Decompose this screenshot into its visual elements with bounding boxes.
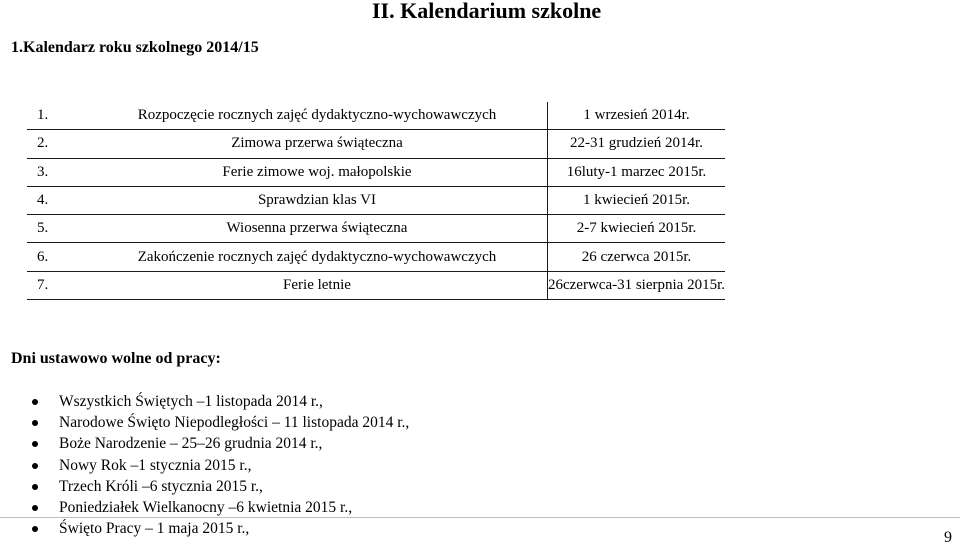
event-number: 4. — [27, 186, 87, 214]
event-date: 1 wrzesień 2014r. — [547, 102, 725, 130]
event-date: 1 kwiecień 2015r. — [547, 186, 725, 214]
table-row — [27, 130, 725, 158]
table-row — [27, 158, 725, 186]
list-item — [32, 391, 409, 412]
bullet-icon — [32, 463, 38, 469]
holiday-text: Trzech Króli –6 stycznia 2015 r., — [59, 477, 263, 495]
event-date: 2-7 kwiecień 2015r. — [547, 215, 725, 243]
holiday-text: Narodowe Święto Niepodległości – 11 listopada 2014 r., — [59, 414, 410, 432]
holiday-text: Boże Narodzenie – 25–26 grudnia 2014 r., — [59, 435, 323, 453]
bullet-icon — [32, 441, 38, 447]
event-name: Ferie zimowe woj. małopolskie — [87, 158, 548, 186]
event-number: 6. — [27, 243, 87, 271]
event-number: 3. — [27, 158, 87, 186]
table-row — [27, 271, 725, 299]
list-item — [32, 412, 409, 433]
event-number: 1. — [27, 102, 87, 130]
event-date: 26czerwca-31 sierpnia 2015r. — [547, 271, 725, 299]
event-number: 5. — [27, 215, 87, 243]
bullet-icon — [32, 420, 38, 426]
bullet-icon — [32, 526, 38, 532]
event-date: 26 czerwca 2015r. — [547, 243, 725, 271]
holiday-text: Poniedziałek Wielkanocny –6 kwietnia 2015 r., — [59, 498, 353, 516]
events-table — [27, 102, 725, 300]
page-number: 9 — [944, 529, 952, 546]
event-name: Wiosenna przerwa świąteczna — [87, 215, 548, 243]
table-row — [27, 215, 725, 243]
event-number: 7. — [27, 271, 87, 299]
section-title: II. Kalendarium szkolne — [372, 0, 602, 23]
event-name: Ferie letnie — [87, 271, 548, 299]
event-name: Rozpoczęcie rocznych zajęć dydaktyczno-wychowawczych — [87, 102, 548, 130]
event-number: 2. — [27, 130, 87, 158]
calendar-title: 1.Kalendarz roku szkolnego 2014/15 — [11, 39, 259, 56]
days-off-title: Dni ustawowo wolne od pracy: — [11, 350, 221, 367]
list-item — [32, 433, 409, 454]
event-date: 16luty-1 marzec 2015r. — [547, 158, 725, 186]
list-item — [32, 476, 409, 497]
event-date: 22-31 grudzień 2014r. — [547, 130, 725, 158]
event-name: Zimowa przerwa świąteczna — [87, 130, 548, 158]
table-row — [27, 186, 725, 214]
holiday-text: Nowy Rok –1 stycznia 2015 r., — [59, 456, 252, 474]
list-item — [32, 497, 409, 518]
holiday-text: Święto Pracy – 1 maja 2015 r., — [59, 520, 250, 538]
list-item — [32, 455, 409, 476]
table-row — [27, 102, 725, 130]
event-name: Zakończenie rocznych zajęć dydaktyczno-wychowawczych — [87, 243, 548, 271]
table-row — [27, 243, 725, 271]
bullet-icon — [32, 484, 38, 490]
footer-divider — [0, 517, 960, 518]
bullet-icon — [32, 505, 38, 511]
list-item — [32, 518, 409, 539]
holiday-text: Wszystkich Świętych –1 listopada 2014 r., — [59, 393, 323, 410]
event-name: Sprawdzian klas VI — [87, 186, 548, 214]
bullet-icon — [32, 399, 38, 405]
